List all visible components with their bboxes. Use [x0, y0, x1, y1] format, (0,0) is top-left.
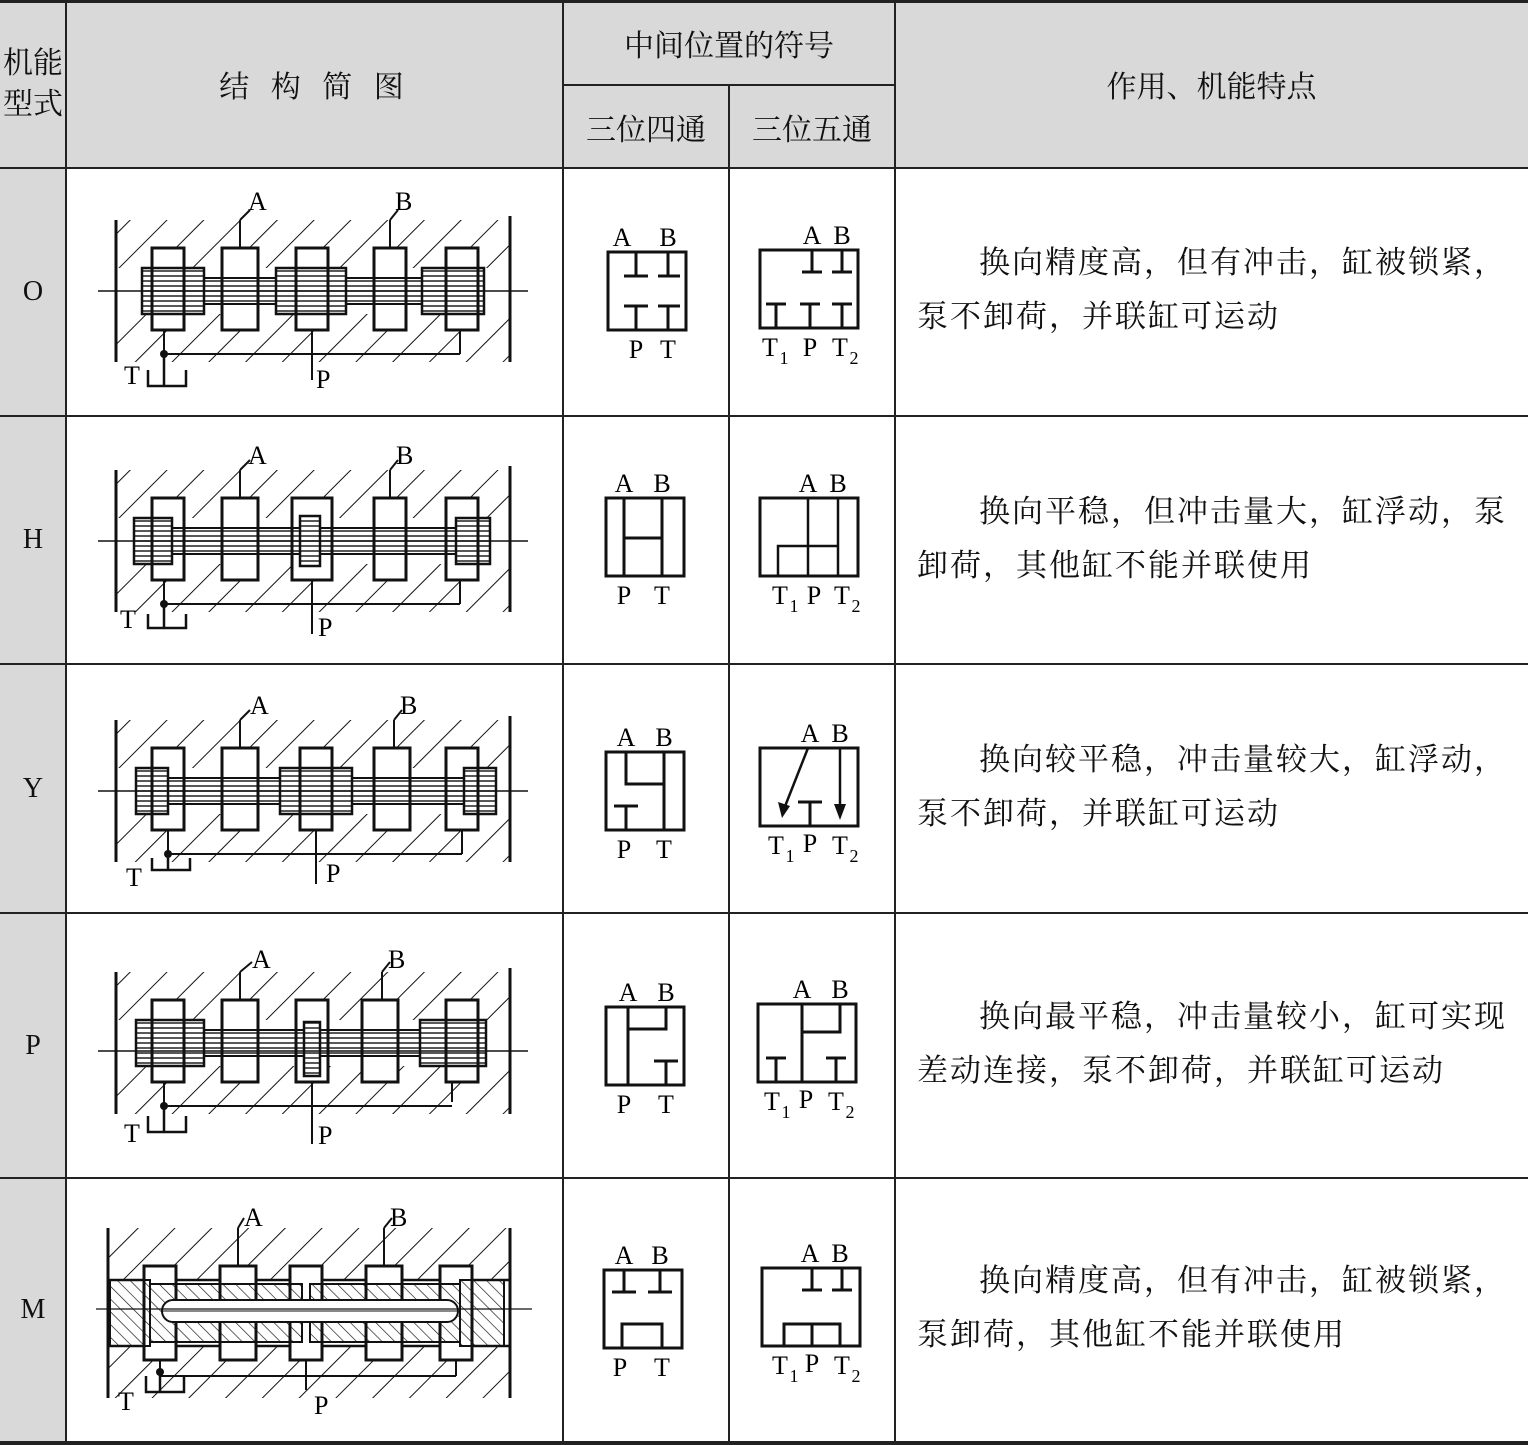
svg-text:P: P — [326, 859, 341, 888]
svg-text:P: P — [318, 1121, 333, 1150]
svg-text:B: B — [829, 469, 847, 498]
svg-text:T: T — [118, 1387, 134, 1416]
svg-text:2: 2 — [849, 348, 859, 368]
svg-text:P: P — [802, 829, 818, 858]
svg-text:T: T — [120, 605, 136, 634]
svg-text:T: T — [654, 581, 670, 610]
svg-text:B: B — [655, 723, 673, 752]
svg-text:B: B — [833, 221, 851, 250]
svg-text:P: P — [316, 365, 331, 394]
svg-text:T: T — [762, 333, 778, 362]
row-desc-m: 换向精度高，但有冲击，缸被锁紧，泵卸荷，其他缸不能并联使用 — [917, 1263, 1507, 1353]
spool-diagram-m — [96, 1196, 536, 1426]
border-top — [0, 0, 1528, 3]
header-type-cell — [0, 0, 66, 168]
rule-row-1 — [0, 415, 1528, 417]
svg-text:A: A — [798, 469, 818, 498]
symbol-5way-o — [754, 216, 874, 372]
rule-col-2 — [562, 0, 564, 1445]
svg-text:P: P — [616, 581, 632, 610]
svg-text:A: A — [800, 719, 820, 748]
svg-text:T: T — [828, 1087, 844, 1116]
symbol-5way-p — [752, 970, 872, 1126]
svg-text:A: A — [618, 978, 638, 1007]
svg-text:P: P — [616, 835, 632, 864]
svg-text:A: A — [616, 723, 636, 752]
header-3pos4way: 三位四通 — [586, 112, 706, 148]
border-bottom — [0, 1441, 1528, 1445]
row-type-h: H — [22, 524, 44, 555]
svg-text:B: B — [831, 719, 849, 748]
svg-text:P: P — [806, 581, 822, 610]
svg-text:T: T — [124, 1119, 140, 1148]
row-desc-y: 换向较平稳，冲击量较大，缸浮动，泵不卸荷，并联缸可运动 — [917, 742, 1507, 832]
rule-col-4 — [894, 0, 896, 1445]
header-structure: 结 构 简 图 — [219, 70, 410, 105]
svg-text:T: T — [772, 581, 788, 610]
symbol-4way-o — [596, 218, 696, 368]
svg-text:1: 1 — [785, 846, 795, 866]
svg-text:T: T — [656, 835, 672, 864]
header-features: 作用、机能特点 — [1106, 70, 1317, 105]
svg-text:B: B — [388, 945, 406, 974]
svg-text:1: 1 — [789, 1366, 799, 1386]
svg-text:T: T — [124, 361, 140, 390]
svg-text:B: B — [390, 1203, 408, 1232]
svg-text:P: P — [612, 1353, 628, 1382]
spool-diagram-p — [96, 932, 536, 1154]
svg-text:A: A — [612, 223, 632, 252]
svg-text:P: P — [628, 335, 644, 364]
row-desc-h: 换向平稳，但冲击量大，缸浮动，泵卸荷，其他缸不能并联使用 — [917, 494, 1507, 584]
svg-text:B: B — [653, 469, 671, 498]
svg-text:P: P — [318, 613, 333, 642]
svg-text:T: T — [768, 831, 784, 860]
rule-row-2 — [0, 663, 1528, 665]
symbol-4way-y — [596, 720, 696, 870]
rule-row-3 — [0, 912, 1528, 914]
svg-text:B: B — [831, 975, 849, 1004]
svg-text:B: B — [396, 441, 414, 470]
svg-text:2: 2 — [849, 846, 859, 866]
symbol-5way-m — [756, 1234, 876, 1390]
svg-text:2: 2 — [845, 1102, 855, 1122]
svg-text:P: P — [804, 1349, 820, 1378]
svg-text:A: A — [250, 691, 269, 720]
rule-col-3 — [728, 85, 730, 1445]
svg-text:T: T — [126, 863, 142, 892]
svg-text:1: 1 — [781, 1102, 791, 1122]
svg-text:T: T — [834, 1351, 850, 1380]
symbol-5way-y — [754, 714, 874, 870]
svg-text:T: T — [764, 1087, 780, 1116]
svg-text:A: A — [252, 945, 271, 974]
row-desc-o: 换向精度高，但有冲击，缸被锁紧，泵不卸荷，并联缸可运动 — [917, 245, 1507, 335]
svg-text:T: T — [832, 333, 848, 362]
svg-text:T: T — [832, 831, 848, 860]
svg-text:P: P — [798, 1085, 814, 1114]
svg-text:P: P — [616, 1090, 632, 1119]
rule-row-4 — [0, 1177, 1528, 1179]
svg-text:2: 2 — [851, 596, 861, 616]
svg-text:P: P — [314, 1391, 329, 1420]
svg-text:B: B — [831, 1239, 849, 1268]
header-3pos5way: 三位五通 — [752, 112, 872, 148]
header-symbol: 中间位置的符号 — [624, 28, 834, 64]
svg-text:B: B — [659, 223, 677, 252]
svg-text:T: T — [772, 1351, 788, 1380]
svg-text:A: A — [614, 1241, 634, 1270]
row-type-o: O — [22, 276, 44, 307]
row-type-m: M — [20, 1294, 46, 1325]
svg-text:T: T — [654, 1353, 670, 1382]
spool-diagram-h — [96, 430, 536, 652]
row-type-p: P — [25, 1029, 41, 1061]
symbol-5way-h — [754, 464, 874, 620]
rule-header-bottom — [0, 167, 1528, 169]
svg-text:T: T — [660, 335, 676, 364]
spool-diagram-o — [96, 180, 536, 402]
header-type: 机能型式 — [3, 46, 63, 122]
svg-text:T: T — [834, 581, 850, 610]
svg-text:A: A — [248, 441, 267, 470]
svg-text:A: A — [614, 469, 634, 498]
svg-text:A: A — [802, 221, 822, 250]
svg-text:A: A — [244, 1203, 263, 1232]
svg-text:A: A — [800, 1239, 820, 1268]
svg-text:2: 2 — [851, 1366, 861, 1386]
svg-text:B: B — [651, 1241, 669, 1270]
rule-col-1 — [65, 0, 67, 1445]
svg-text:B: B — [657, 978, 675, 1007]
svg-text:B: B — [400, 691, 418, 720]
svg-text:T: T — [658, 1090, 674, 1119]
svg-text:1: 1 — [779, 348, 789, 368]
svg-text:P: P — [802, 333, 818, 362]
symbol-4way-p — [594, 975, 694, 1125]
svg-text:A: A — [248, 187, 267, 216]
symbol-4way-m — [592, 1238, 692, 1388]
row-type-y: Y — [22, 772, 44, 804]
svg-text:A: A — [792, 975, 812, 1004]
svg-text:1: 1 — [789, 596, 799, 616]
svg-text:B: B — [395, 187, 413, 216]
symbol-4way-h — [594, 466, 694, 616]
spool-diagram-y — [96, 680, 536, 902]
row-desc-p: 换向最平稳，冲击量较小，缸可实现差动连接，泵不卸荷，并联缸可运动 — [917, 999, 1507, 1089]
